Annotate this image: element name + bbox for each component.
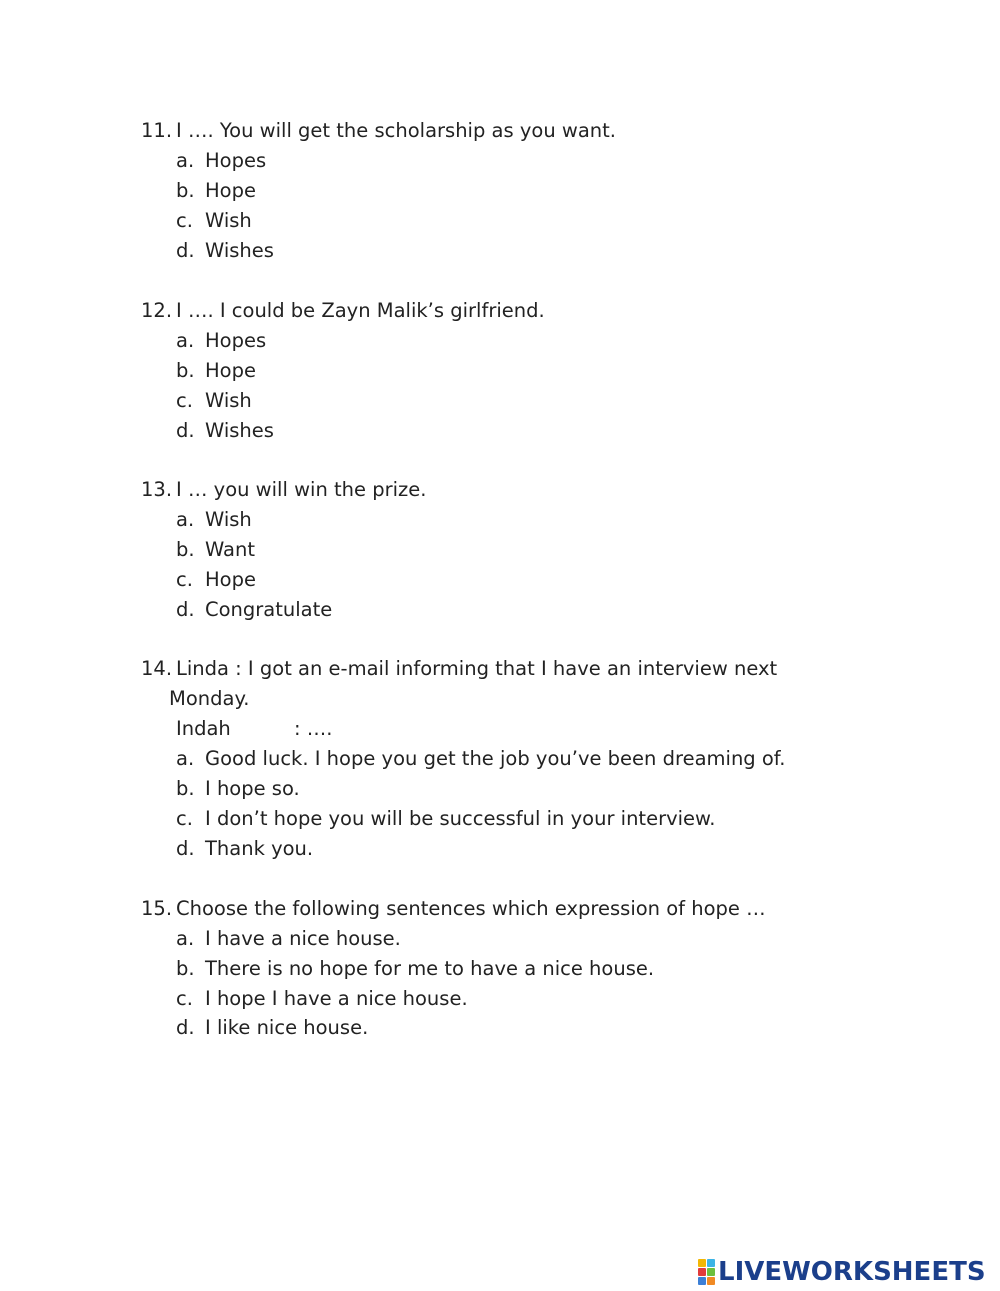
option-text: I have a nice house.	[205, 927, 401, 950]
option-text: Wish	[205, 508, 252, 531]
option-letter: a.	[176, 329, 195, 352]
question-14-stem-continued: Monday.	[169, 687, 250, 710]
option-letter: b.	[176, 957, 195, 980]
question-13-stem	[141, 475, 426, 505]
option-letter: c.	[176, 807, 193, 830]
option-text: Hope	[205, 179, 256, 202]
question-number: 11.	[141, 119, 173, 142]
option-c[interactable]	[176, 565, 256, 595]
option-d[interactable]	[176, 595, 332, 625]
question-number: 13.	[141, 478, 173, 501]
option-a[interactable]	[176, 146, 266, 176]
option-letter: d.	[176, 419, 195, 442]
speaker-text: : ….	[294, 717, 333, 740]
logo-text: LIVEWORKSHEETS	[718, 1257, 986, 1287]
option-letter: c.	[176, 209, 193, 232]
question-text: I … you will win the prize.	[176, 478, 427, 501]
option-b[interactable]	[176, 356, 256, 386]
option-letter: a.	[176, 927, 195, 950]
question-12-stem	[141, 296, 545, 326]
option-letter: d.	[176, 1016, 195, 1039]
option-text: Good luck. I hope you get the job you’ve been dreaming of.	[205, 747, 786, 770]
question-number: 12.	[141, 299, 173, 322]
option-text: I hope I have a nice house.	[205, 987, 468, 1010]
option-text: Wishes	[205, 239, 274, 262]
option-text: Wishes	[205, 419, 274, 442]
question-text: Linda : I got an e-mail informing that I have an interview next	[176, 657, 778, 680]
option-letter: a.	[176, 508, 195, 531]
speaker-name: Indah	[176, 717, 231, 740]
option-d[interactable]	[176, 1013, 368, 1043]
option-text: Wish	[205, 209, 252, 232]
option-text: Hopes	[205, 329, 267, 352]
option-c[interactable]	[176, 206, 252, 236]
option-text: I like nice house.	[205, 1016, 369, 1039]
option-letter: b.	[176, 777, 195, 800]
option-b[interactable]	[176, 774, 300, 804]
option-a[interactable]	[176, 326, 266, 356]
option-text: I don’t hope you will be successful in your interview.	[205, 807, 716, 830]
option-letter: b.	[176, 179, 195, 202]
question-15-stem	[141, 894, 766, 924]
option-letter: c.	[176, 568, 193, 591]
option-letter: a.	[176, 149, 195, 172]
option-d[interactable]	[176, 416, 274, 446]
liveworksheets-logo	[698, 1256, 986, 1288]
option-text: Wish	[205, 389, 252, 412]
question-number: 14.	[141, 657, 173, 680]
option-text: Thank you.	[205, 837, 314, 860]
option-letter: d.	[176, 239, 195, 262]
option-d[interactable]	[176, 834, 313, 864]
option-letter: c.	[176, 389, 193, 412]
dialogue-line-indah	[176, 714, 332, 744]
option-c[interactable]	[176, 984, 468, 1014]
option-text: Want	[205, 538, 255, 561]
option-c[interactable]	[176, 804, 715, 834]
option-c[interactable]	[176, 386, 252, 416]
option-a[interactable]	[176, 744, 785, 774]
option-letter: a.	[176, 747, 195, 770]
option-text: Hopes	[205, 149, 267, 172]
option-text: Congratulate	[205, 598, 333, 621]
question-14-stem	[141, 654, 777, 684]
option-letter: d.	[176, 598, 195, 621]
question-number: 15.	[141, 897, 173, 920]
question-text: I …. You will get the scholarship as you want.	[176, 119, 616, 142]
option-a[interactable]	[176, 505, 252, 535]
question-11-stem	[141, 116, 616, 146]
option-text: Hope	[205, 568, 256, 591]
question-text: Choose the following sentences which expression of hope …	[176, 897, 766, 920]
option-b[interactable]	[176, 954, 654, 984]
option-text: I hope so.	[205, 777, 300, 800]
logo-mark-icon	[698, 1259, 715, 1285]
option-b[interactable]	[176, 535, 255, 565]
option-d[interactable]	[176, 236, 274, 266]
option-a[interactable]	[176, 924, 401, 954]
option-letter: b.	[176, 359, 195, 382]
option-letter: d.	[176, 837, 195, 860]
option-text: Hope	[205, 359, 256, 382]
option-letter: b.	[176, 538, 195, 561]
option-b[interactable]	[176, 176, 256, 206]
question-text: I …. I could be Zayn Malik’s girlfriend.	[176, 299, 545, 322]
option-letter: c.	[176, 987, 193, 1010]
option-text: There is no hope for me to have a nice house.	[205, 957, 655, 980]
